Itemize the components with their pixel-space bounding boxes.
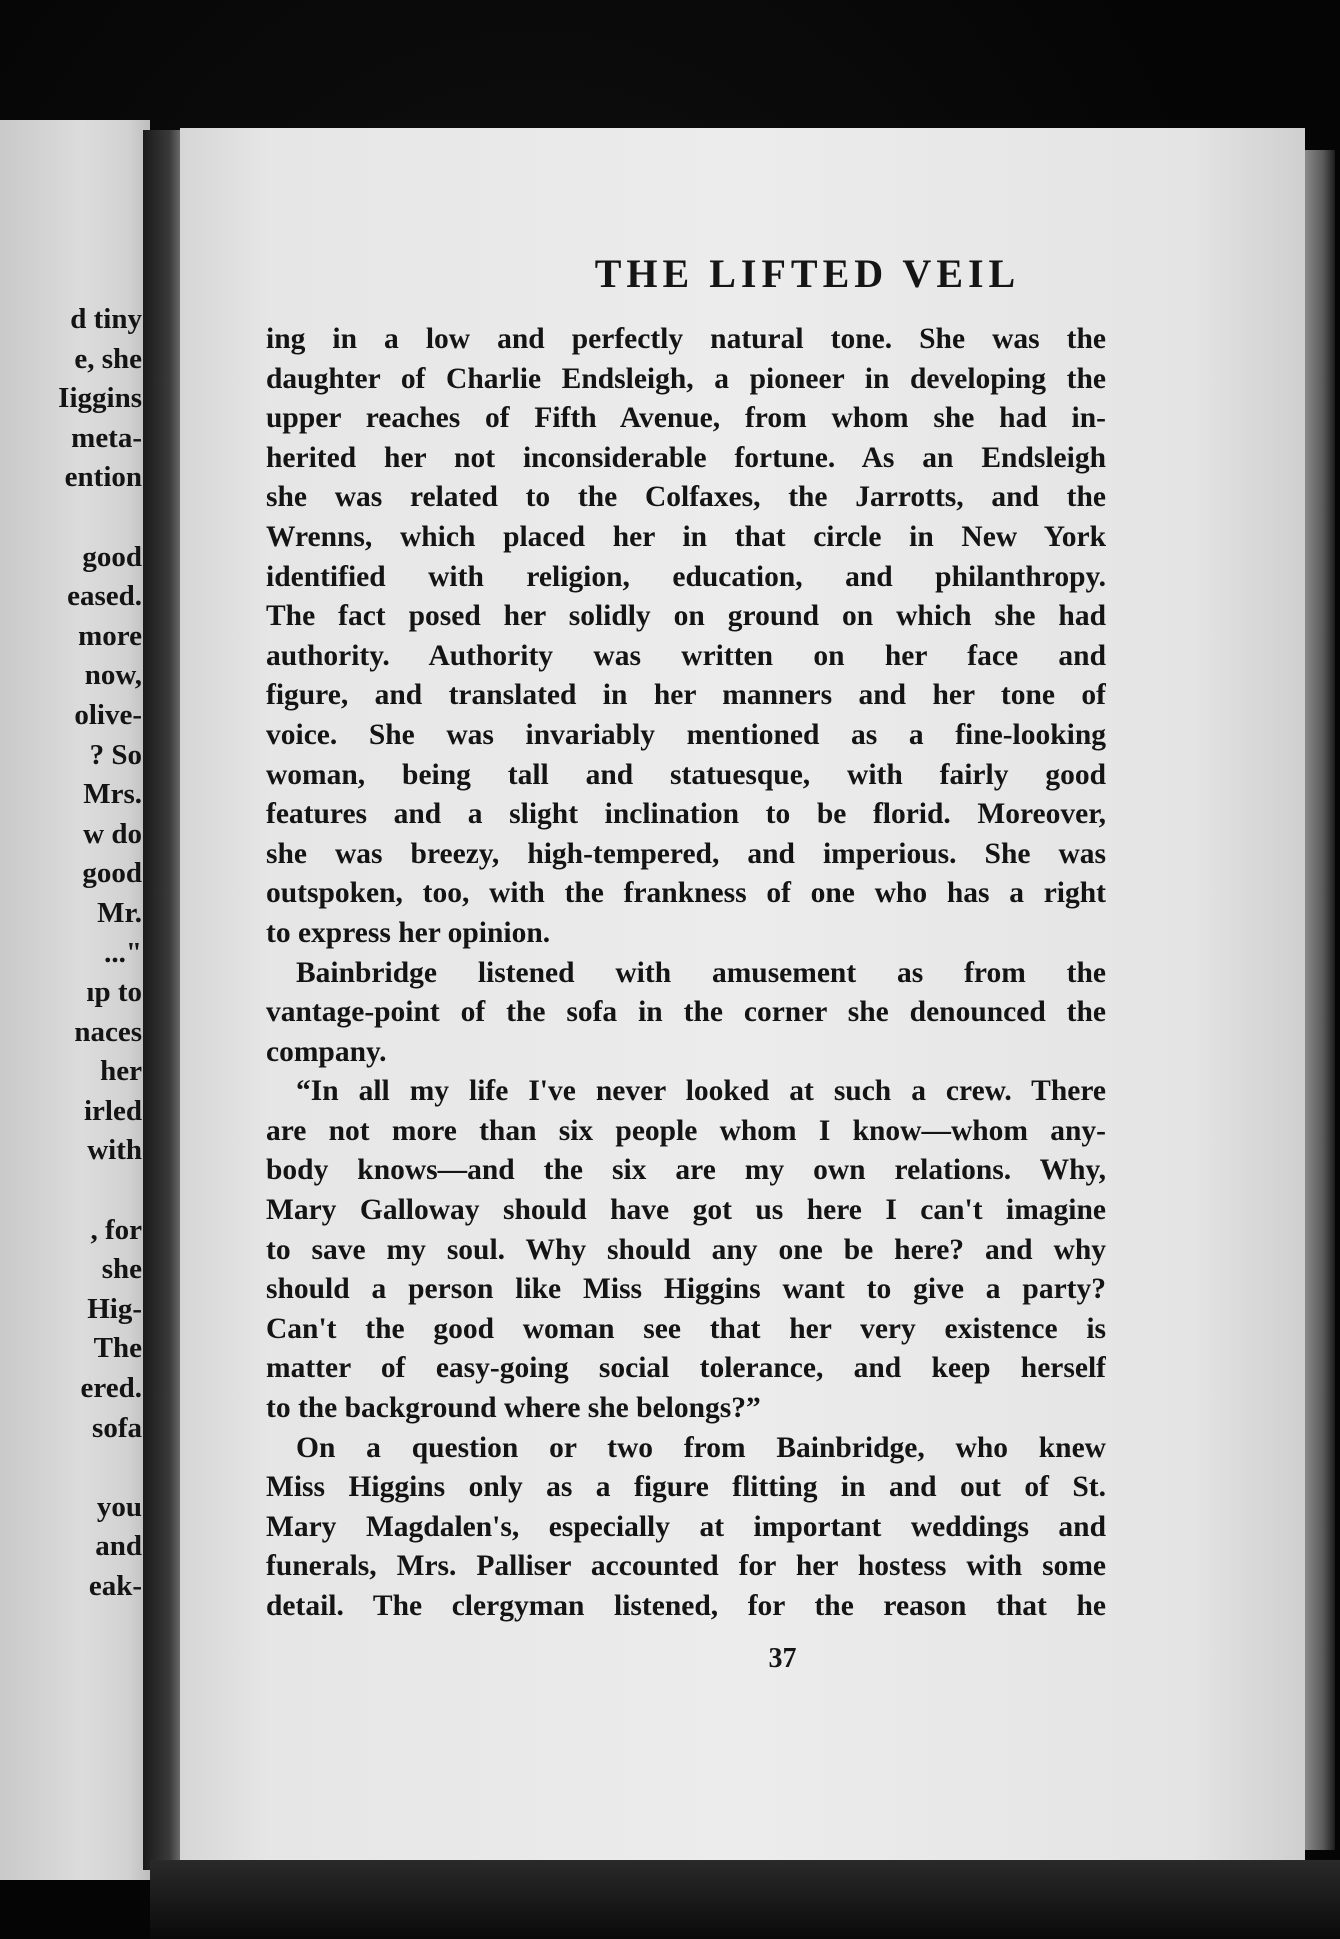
left-page-fragment	[58, 1171, 142, 1211]
left-page-fragment: now,	[84, 659, 142, 692]
text-line: are not more than six people whom I know—whom any-	[266, 1114, 1106, 1147]
left-page-fragment: ered.	[80, 1372, 142, 1405]
left-page-fragment: she	[101, 1253, 142, 1286]
text-line: she was related to the Colfaxes, the Jarrotts, and the	[266, 481, 1106, 514]
text-line: detail. The clergyman listened, for the reason that he	[266, 1590, 1106, 1622]
left-page-fragment: with	[87, 1134, 142, 1167]
text-line: should a person like Miss Higgins want to give a party?	[266, 1273, 1106, 1306]
text-line: Mary Galloway should have got us here I can't imagine	[266, 1194, 1106, 1227]
left-page-fragment: meta-	[71, 421, 142, 454]
body-text	[266, 320, 1106, 1627]
left-page-fragment: Hig-	[87, 1292, 142, 1325]
text-line: identified with religion, education, and philanthropy.	[266, 560, 1106, 593]
left-page-fragment: more	[78, 619, 142, 652]
left-page-fragment: e, she	[74, 342, 142, 375]
text-line: company.	[266, 1035, 387, 1068]
left-page-fragment: ..."	[104, 936, 142, 969]
text-line: herited her not inconsiderable fortune. As an Endsleigh	[266, 441, 1106, 474]
left-page-text-fragments	[58, 300, 142, 1607]
page-number: 37	[768, 1643, 797, 1674]
text-line: Miss Higgins only as a figure flitting in and out of St.	[266, 1471, 1106, 1504]
left-page-fragment: eak-	[88, 1570, 142, 1602]
text-line: Mary Magdalen's, especially at important weddings and	[266, 1510, 1106, 1543]
left-page-fragment: olive-	[74, 698, 142, 731]
left-page-fragment: and	[95, 1530, 142, 1563]
text-line: daughter of Charlie Endsleigh, a pioneer in developing the	[266, 362, 1106, 395]
left-page-fragment: sofa	[92, 1411, 142, 1444]
book-page	[180, 128, 1305, 1868]
text-line: outspoken, too, with the frankness of one who has a right	[266, 877, 1106, 910]
running-head: THE LIFTED VEIL	[594, 251, 1021, 296]
text-line: Bainbridge listened with amusement as from the	[296, 956, 1106, 989]
text-line: funerals, Mrs. Palliser accounted for her hostess with some	[266, 1550, 1106, 1583]
bottom-shadow	[150, 1860, 1340, 1939]
left-page-fragment: Mr.	[97, 896, 142, 929]
text-line: Can't the good woman see that her very existence is	[266, 1312, 1106, 1345]
text-line: ing in a low and perfectly natural tone. She was the	[266, 323, 1106, 355]
text-line: Wrenns, which placed her in that circle in New York	[266, 520, 1106, 553]
left-page-fragment: The	[93, 1332, 142, 1365]
book-gutter	[143, 130, 181, 1870]
left-facing-page	[0, 120, 150, 1880]
text-line: vantage-point of the sofa in the corner she denounced the	[266, 996, 1106, 1029]
text-line: to save my soul. Why should any one be here? and why	[266, 1233, 1106, 1266]
text-line: woman, being tall and statuesque, with fairly good	[266, 758, 1106, 791]
left-page-fragment: ention	[64, 461, 142, 494]
text-line: she was breezy, high-tempered, and imperious. She was	[266, 837, 1106, 870]
left-page-fragment	[58, 1448, 142, 1488]
text-line: matter of easy-going social tolerance, and keep herself	[266, 1352, 1106, 1385]
text-line: The fact posed her solidly on ground on which she had	[266, 600, 1106, 633]
text-line: authority. Authority was written on her face and	[266, 639, 1106, 672]
left-page-fragment: eased.	[67, 580, 142, 613]
left-page-fragment	[58, 498, 142, 538]
left-page-fragment: ıp to	[86, 976, 142, 1009]
text-line: figure, and translated in her manners and her tone of	[266, 679, 1106, 712]
left-page-fragment: her	[100, 1055, 142, 1088]
left-page-fragment: naces	[74, 1015, 142, 1048]
left-page-fragment: good	[82, 540, 142, 573]
text-line: voice. She was invariably mentioned as a fine-looking	[266, 718, 1106, 751]
text-line: to the background where she belongs?”	[266, 1392, 761, 1425]
text-line: body knows—and the six are my own relations. Why,	[266, 1154, 1106, 1187]
text-line: features and a slight inclination to be florid. Moreover,	[266, 798, 1106, 831]
page-edge	[1305, 150, 1335, 1850]
left-page-fragment: good	[82, 857, 142, 890]
left-page-fragment: ? So	[89, 738, 142, 771]
text-line: On a question or two from Bainbridge, who knew	[296, 1431, 1106, 1464]
text-line: to express her opinion.	[266, 916, 551, 949]
left-page-fragment: irled	[84, 1094, 142, 1127]
text-line: “In all my life I've never looked at such a crew. There	[296, 1075, 1106, 1108]
left-page-fragment: Iiggins	[58, 382, 142, 415]
left-page-fragment: , for	[90, 1213, 142, 1246]
left-page-fragment: Mrs.	[83, 778, 142, 811]
left-page-fragment: d tiny	[70, 303, 142, 335]
left-page-fragment: you	[96, 1490, 142, 1523]
text-line: upper reaches of Fifth Avenue, from whom she had in-	[266, 402, 1106, 435]
left-page-fragment: w do	[83, 817, 142, 850]
